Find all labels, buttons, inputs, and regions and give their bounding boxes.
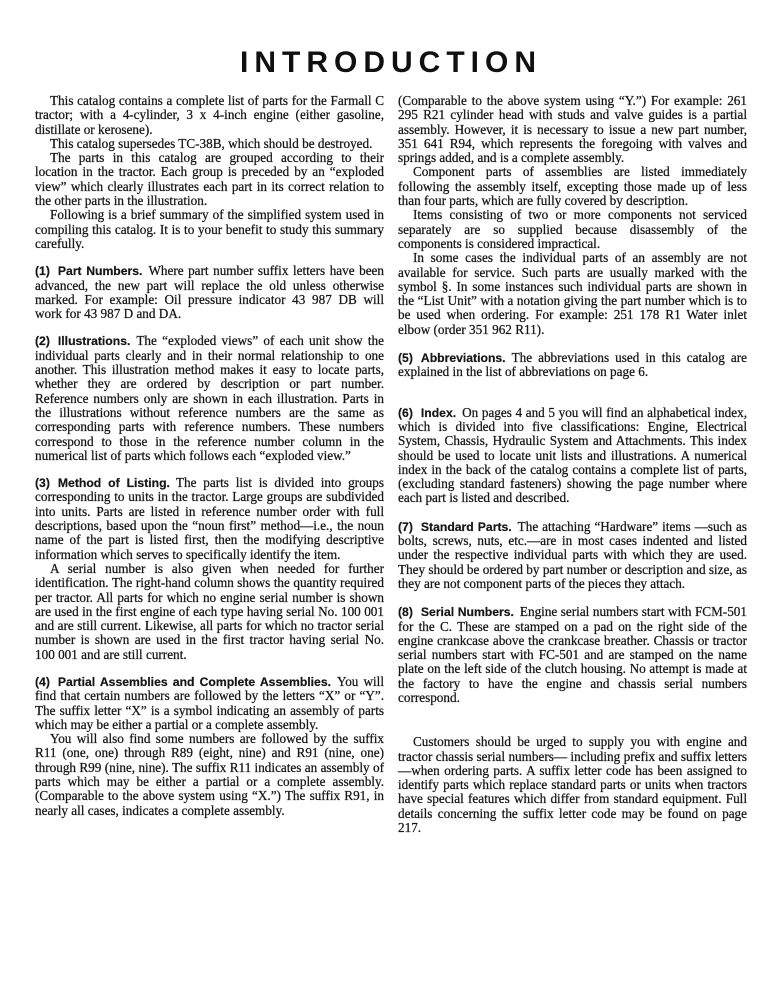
section-serial-numbers bbox=[398, 605, 747, 705]
section-heading: Method of Listing. bbox=[57, 476, 170, 491]
section-body bbox=[398, 605, 747, 705]
section-text: The “exploded views” of each unit show the individual parts clearly and in their normal relationship to one another. This illustration method makes it easy to locate parts, whether they are ordered by description or part number. Reference numbers only are shown in each illustration. Parts in the illustrations without reference numbers are the same as corresponding parts with reference numbers. These numbers correspond to those in the reference number column in the numerical list of parts which follows each “exploded view.” bbox=[35, 333, 384, 463]
section-paragraph: A serial number is also given when needed for further identification. The right-hand column shows the quantity required per tractor. All parts for which no engine serial number is shown are used in the first engine of each type having serial No. 100 001 and are still current. Likewise, all parts for which no tractor serial number is shown are used in the first tractor having serial No. 100 001 and are still current. bbox=[35, 560, 384, 662]
section-partial-and-complete-assemblies bbox=[35, 675, 384, 818]
section-text: The abbreviations used in this catalog are explained in the list of abbreviations on page 6. bbox=[398, 350, 747, 380]
section-text: On pages 4 and 5 you will find an alphabetical index, which is divided into five classifications: Engine, Electrical System, Chassis, Hydraulic System and Attachments. This index should be used to locate unit lists and illustrations. A numerical index in the back of the catalog contains a complete list of parts, (excluding standard fasteners) showing the page number where each part is listed and described. bbox=[398, 404, 747, 506]
section-number: (6) bbox=[398, 405, 413, 420]
page-title: INTRODUCTION bbox=[240, 46, 542, 79]
section-abbreviations bbox=[398, 351, 747, 380]
section-text: Where part number suffix letters have been advanced, the new part will replace the old unless otherwise marked. For example: Oil pressure indicator 43 987 DB will work for 43 987 D and DA. bbox=[35, 263, 384, 322]
section-number: (2) bbox=[35, 334, 50, 349]
left-column bbox=[35, 94, 384, 835]
section-heading: Partial Assemblies and Complete Assemblies. bbox=[57, 674, 332, 689]
section-text: The attaching “Hardware” items —such as bolts, screws, nuts, etc.—are in most cases indented and listed under the respective individual parts with which they are used. They should be ordered by part number or description and size, as they are not component parts of the pieces they attach. bbox=[398, 518, 747, 591]
continuation-paragraph: Items consisting of two or more components not serviced separately are so supplied because disassembly of the components is considered impractical. bbox=[398, 207, 747, 251]
closing-paragraph: Customers should be urged to supply you with engine and tractor chassis serial numbers— including prefix and suffix letters—when ordering parts. A suffix letter code has been assigned to identify parts which replace standard parts or units when tractors have special features which differ from standard equipment. Full details concerning the suffix letter code may be found on page 217. bbox=[398, 734, 747, 836]
section-body bbox=[35, 675, 384, 732]
intro-paragraph: This catalog supersedes TC-38B, which should be destroyed. bbox=[50, 135, 373, 151]
intro-paragraph: Following is a brief summary of the simplified system used in compiling this catalog. It is to your benefit to study this summary carefully. bbox=[35, 207, 384, 251]
section-heading: Index. bbox=[420, 405, 457, 420]
section-index bbox=[398, 406, 747, 506]
section-number: (7) bbox=[398, 519, 413, 534]
continuation-paragraph: (Comparable to the above system using “Y.”) For example: 261 295 R21 cylinder head with studs and valve guides is a partial assembly. However, it is necessary to issue a new part number, 351 641 R94, which represents the foregoing with valves and springs added, and is a complete assembly. bbox=[398, 93, 747, 166]
section-number: (4) bbox=[35, 674, 50, 689]
right-column bbox=[398, 94, 747, 835]
section-heading: Serial Numbers. bbox=[420, 605, 514, 620]
section-heading: Part Numbers. bbox=[57, 264, 143, 279]
section-paragraph: You will also find some numbers are followed by the suffix R11 (one, one) through R89 (eight, nine) and R91 (nine, one) through R99 (nine, nine). The suffix R11 indicates an assembly of parts which may be either a partial or a complete assembly. (Comparable to the above system using “X.”) The suffix R91, in nearly all cases, indicates a complete assembly. bbox=[35, 731, 384, 818]
section-illustrations bbox=[35, 334, 384, 463]
section-number: (1) bbox=[35, 264, 50, 279]
section-method-of-listing bbox=[35, 476, 384, 662]
section-body bbox=[35, 476, 384, 562]
section-body bbox=[35, 264, 384, 321]
section-number: (8) bbox=[398, 605, 413, 620]
section-text: Engine serial numbers start with FCM-501 for the C. These are stamped on a pad on the right side of the engine crankcase above the crankcase breather. Chassis or tractor serial numbers start with FC-501 and are stamped on the name plate on the left side of the clutch housing. No attempt is made at the factory to have the engine and chassis serial numbers correspond. bbox=[398, 604, 747, 705]
section-number: (5) bbox=[398, 351, 413, 366]
section-text: You will find that certain numbers are followed by the letters “X” or “Y”. The suffix letter “X” is a symbol indicating an assembly of parts which may be either a partial or a complete assembly. bbox=[35, 673, 384, 732]
section-text: The parts list is divided into groups corresponding to units in the tractor. Large groups are subdivided into units. Parts are listed in reference number order with full descriptions, based upon the “noun first” method—i.e., the noun name of the part is listed first, then the modifying descriptive information which serves to specifically identify the item. bbox=[35, 475, 384, 562]
intro-paragraph: This catalog contains a complete list of parts for the Farmall C tractor; with a 4-cylinder, 3 x 4-inch engine (either gasoline, distillate or kerosene). bbox=[35, 93, 384, 137]
section-part-numbers bbox=[35, 264, 384, 321]
section-body bbox=[398, 520, 747, 591]
section-heading: Abbreviations. bbox=[420, 351, 506, 366]
two-column-layout bbox=[35, 94, 747, 835]
section-heading: Illustrations. bbox=[57, 334, 131, 349]
continuation-paragraph: In some cases the individual parts of an assembly are not available for service. Such parts are usually marked with the symbol §. In some instances such individual parts are shown in the “List Unit” with a notation giving the part number which is to be used when ordering. For example: 251 178 R1 Water inlet elbow (order 351 962 R11). bbox=[398, 250, 747, 337]
section-standard-parts bbox=[398, 520, 747, 591]
section-body bbox=[35, 334, 384, 463]
intro-paragraph: The parts in this catalog are grouped according to their location in the tractor. Each group is preceded by an “exploded view” which clearly illustrates each part in its correct relation to the other parts in the illustration. bbox=[35, 150, 384, 209]
section-body bbox=[398, 351, 747, 380]
section-heading: Standard Parts. bbox=[420, 519, 512, 534]
continuation-paragraph: Component parts of assemblies are listed immediately following the assembly itself, excepting those made up of less than four parts, which are fully covered by description. bbox=[398, 164, 747, 209]
section-number: (3) bbox=[35, 476, 50, 491]
section-body bbox=[398, 406, 747, 506]
